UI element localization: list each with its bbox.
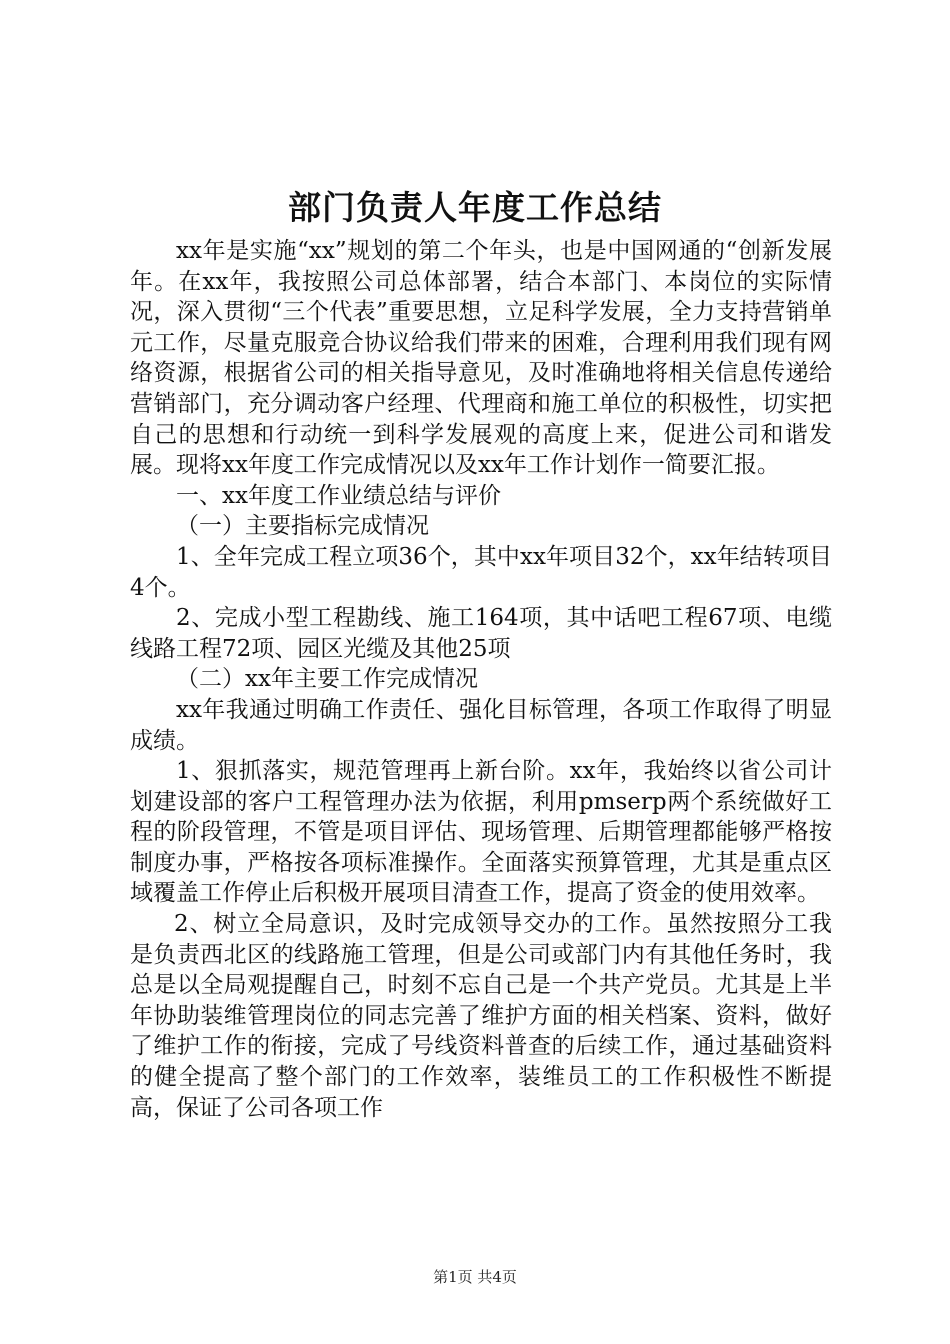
paragraph-work-2: 2、树立全局意识，及时完成领导交办的工作。虽然按照分工我是负责西北区的线路施工管理，但是公司或部门内有其他任务时，我总是以全局观提醒自己，时刻不忘自己是一个共产党员。尤其是上半年协助装维管理岗位的同志完善了维护方面的相关档案、资料，做好了维护工作的衔接，完成了号线资料普查的后续工作，通过基础资料的健全提高了整个部门的工作效率，装维员工的工作积极性不断提高，保证了公司各项工作 [130,911,832,1121]
paragraph-work-1: 1、狠抓落实，规范管理再上新台阶。xx年，我始终以省公司计划建设部的客户工程管理办法为依据，利用pmserp两个系统做好工程的阶段管理，不管是项目评估、现场管理、后期管理都能够严格按制度办事，严格按各项标准操作。全面落实预算管理，尤其是重点区域覆盖工作停止后积极开展项目清查工作，提高了资金的使用效率。 [130,758,832,907]
subsection-heading-2: （二）xx年主要工作完成情况 [176,666,478,693]
document-body [130,236,832,1123]
paragraph-intro: xx年是实施“xx”规划的第二个年头，也是中国网通的“创新发展年。在xx年，我按照公司总体部署，结合本部门、本岗位的实际情况，深入贯彻“三个代表”重要思想，立足科学发展，全力支持营销单元工作，尽量克服竞合协议给我们带来的困难，合理利用我们现有网络资源，根据省公司的相关指导意见，及时准确地将相关信息传递给营销部门，充分调动客户经理、代理商和施工单位的积极性，切实把自己的思想和行动统一到科学发展观的高度上来，促进公司和谐发展。现将xx年度工作完成情况以及xx年工作计划作一简要汇报。 [130,238,832,479]
document-title: 部门负责人年度工作总结 [288,188,662,227]
section-heading-1: 一、xx年度工作业绩总结与评价 [176,482,501,509]
paragraph-item-1: 1、全年完成工程立项36个，其中xx年项目32个，xx年结转项目4个。 [130,543,832,601]
page-footer: 第1页 共4页 [433,1268,517,1286]
subsection-heading-1: （一）主要指标完成情况 [176,513,429,540]
paragraph-item-2: 2、完成小型工程勘线、施工164项，其中话吧工程67项、电缆线路工程72项、园区光缆及其他25项 [130,605,832,662]
paragraph-summary: xx年我通过明确工作责任、强化目标管理，各项工作取得了明显成绩。 [130,696,832,754]
